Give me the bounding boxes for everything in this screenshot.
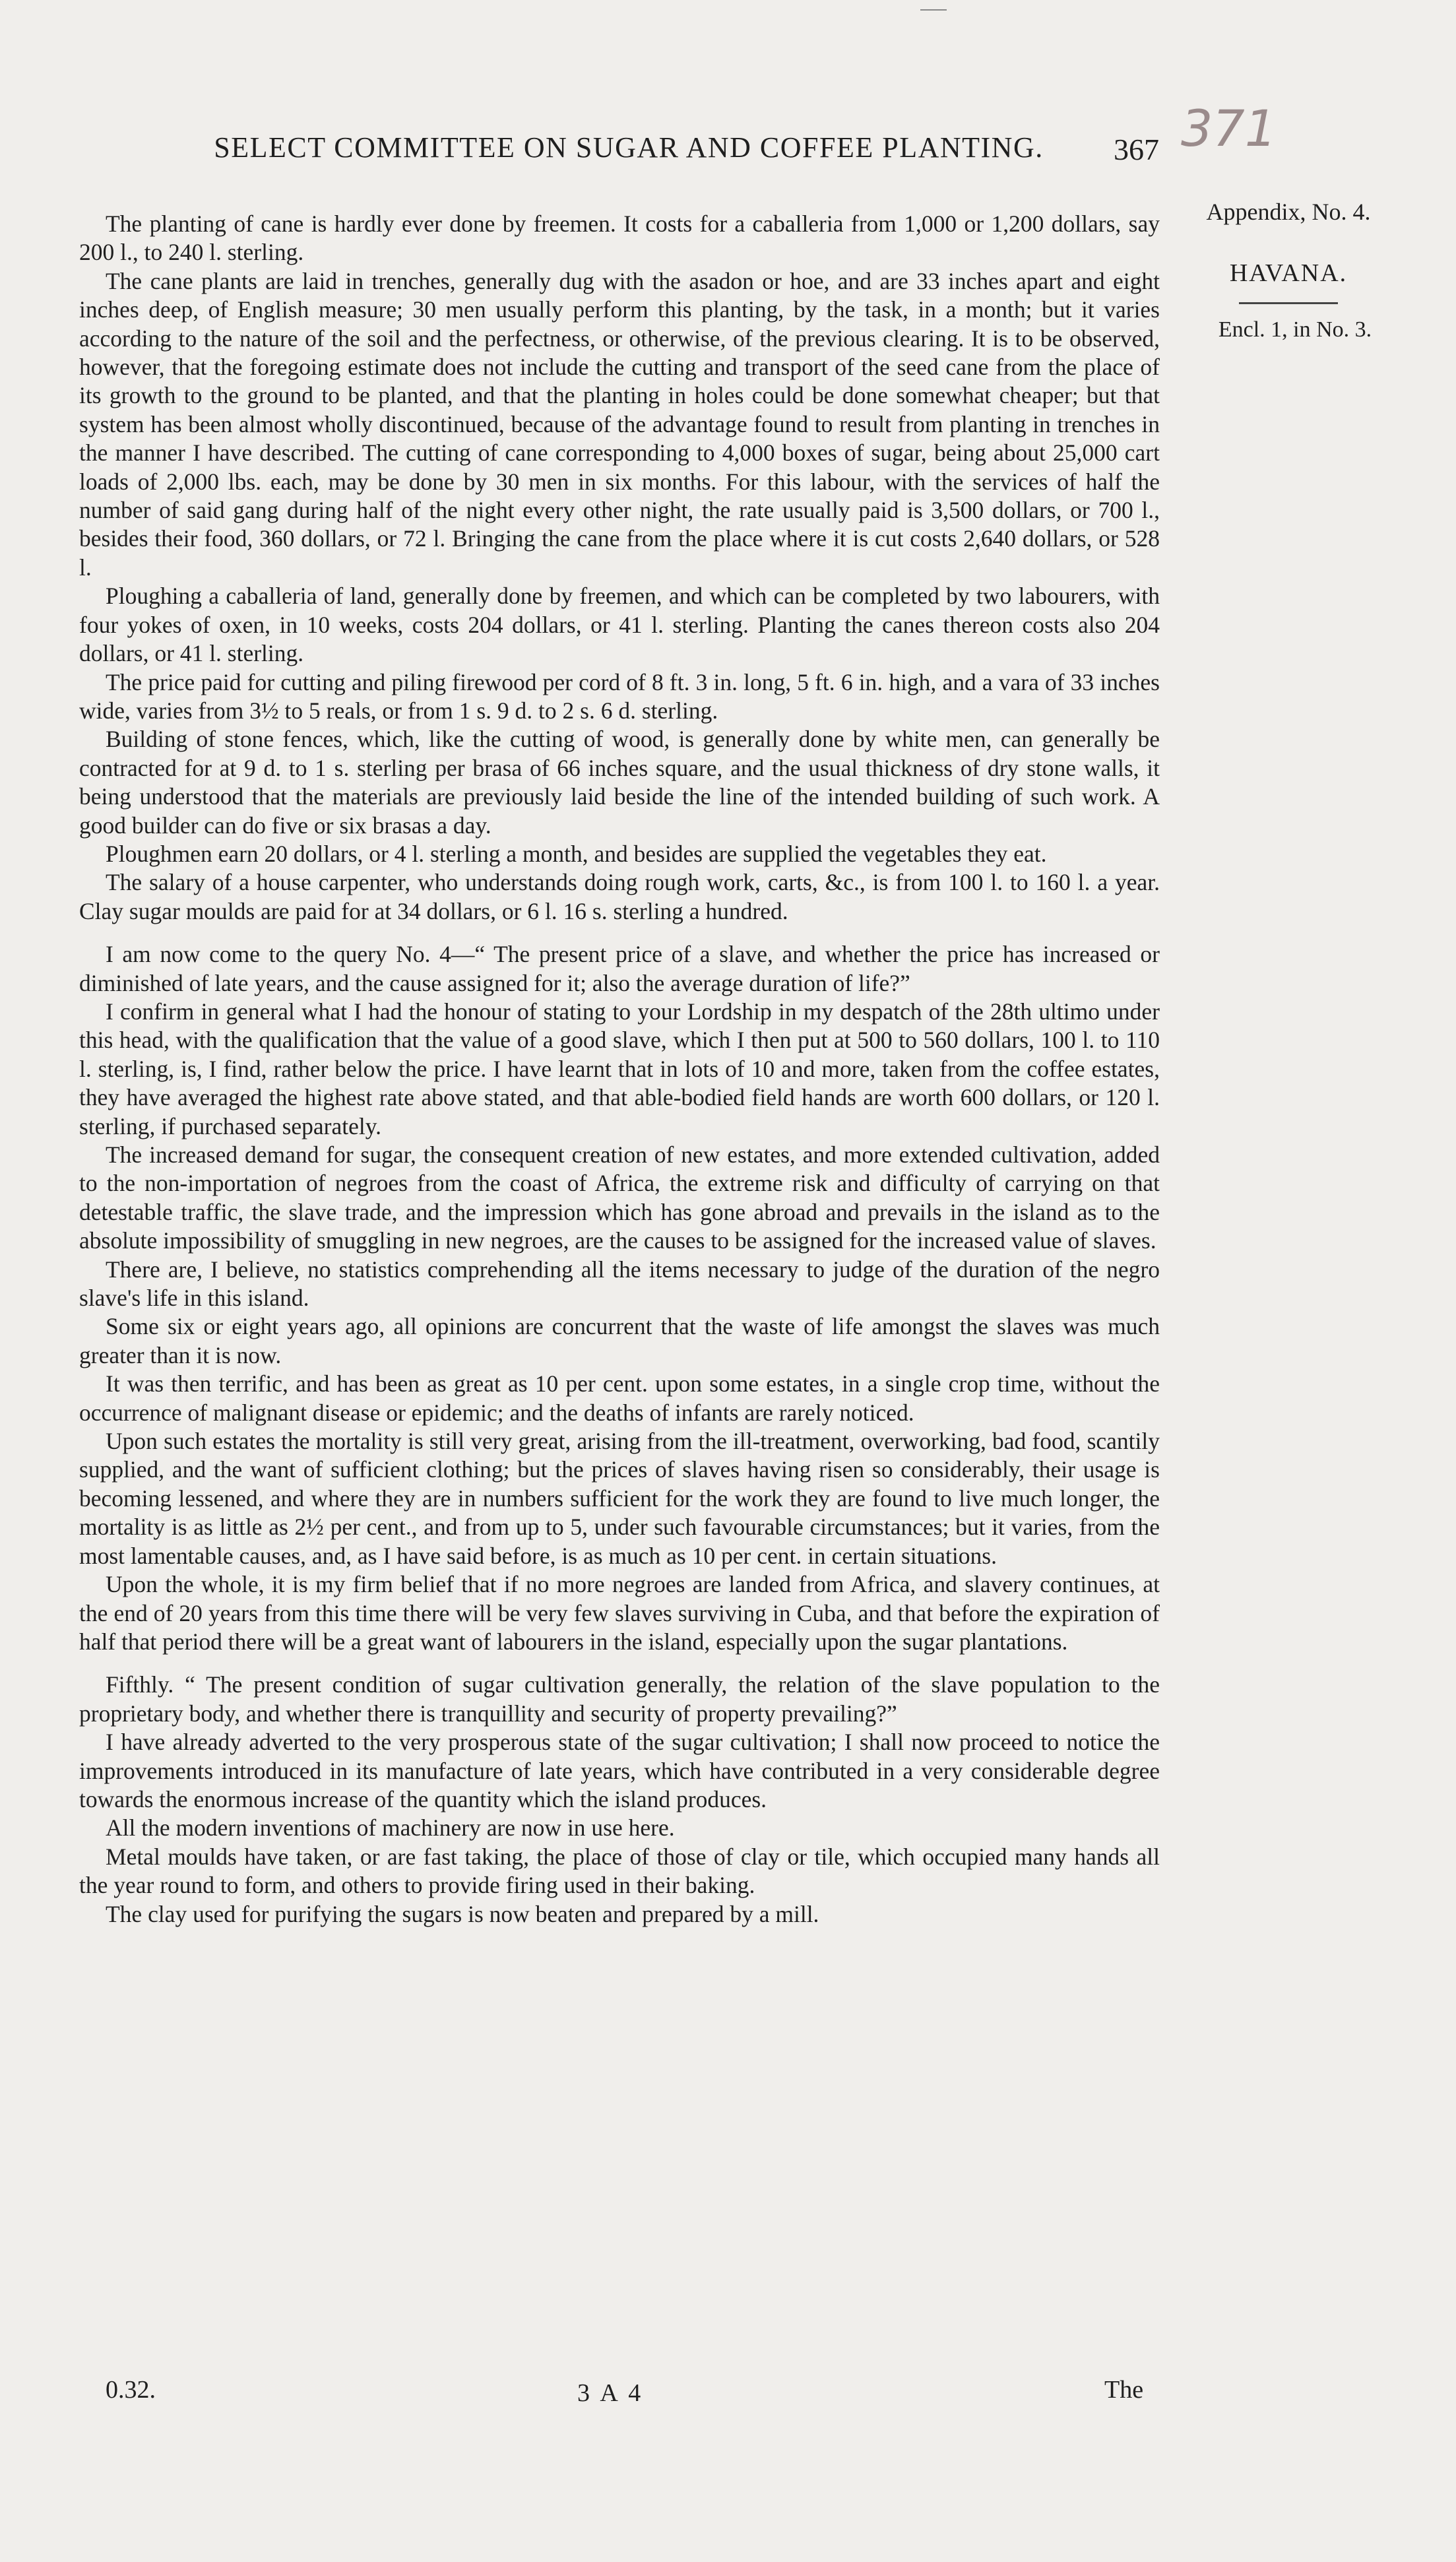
page-number: 367 [1114,133,1159,166]
paragraph: The price paid for cutting and piling firewood per cord of 8 ft. 3 in. long, 5 ft. 6 in. high, and a vara of 33 inches wide, varies from 3½ to 5 reals, or from 1 s. 9 d. to 2 s. 6 d. sterling. [79,668,1160,724]
paragraph: The planting of cane is hardly ever done by freemen. It costs for a caballeria from 1,000 or 1,200 dollars, say 200 l., to 240 l. sterling. [79,210,1160,266]
handwritten-page-number: 371 [1181,99,1277,158]
paragraph: Ploughmen earn 20 dollars, or 4 l. sterling a month, and besides are supplied the vegetables they eat. [106,840,1047,867]
footer-sheet-ref: 0.32. [106,2376,156,2404]
paragraph: I have already adverted to the very prosperous state of the sugar cultivation; I shall now proceed to notice the improvements introduced in its manufacture of late years, which have contributed in a very considerable degree towards the enormous increase of the quantity which the island produces. [79,1729,1160,1812]
footer-signature-mark: 3 A 4 [577,2379,644,2407]
body-text [79,210,1160,1929]
paragraph: I am now come to the query No. 4—“ The present price of a slave, and whether the price has increased or diminished of late years, and the cause assigned for it; also the average duration of life?” [79,941,1160,996]
paragraph: Upon the whole, it is my firm belief that if no more negroes are landed from Africa, and slavery continues, at the end of 20 years from this time there will be very few slaves surviving in Cuba, and that before the expiration of half that period there will be a great want of labourers in the island, especially upon the sugar plantations. [79,1571,1160,1655]
margin-place: HAVANA. [1229,259,1348,287]
paragraph: I confirm in general what I had the honour of stating to your Lordship in my despatch of the 28th ultimo under this head, with the qualification that the value of a good slave, which I then put at 500 to 560 dollars, 100 l. to 110 l. sterling, is, I find, rather below the price. I have learnt that in lots of 10 and more, taken from the coffee estates, they have averaged the highest rate above stated, and that able-bodied field hands are worth 600 dollars, or 120 l. sterling, if purchased separately. [79,998,1160,1139]
paragraph: Some six or eight years ago, all opinions are concurrent that the waste of life amongst the slaves was much greater than it is now. [79,1313,1160,1368]
paragraph: It was then terrific, and has been as great as 10 per cent. upon some estates, in a single crop time, without the occurrence of malignant disease or epidemic; and the deaths of infants are rarely noticed. [79,1370,1160,1426]
margin-notes [1189,198,1387,342]
paragraph: Ploughing a caballeria of land, generally done by freemen, and which can be completed by two labourers, with four yokes of oxen, in 10 weeks, costs 204 dollars, or 41 l. sterling. Planting the canes thereon costs also 204 dollars, or 41 l. sterling. [79,583,1160,667]
margin-appendix: Appendix, No. 4. [1206,199,1371,225]
paragraph: Upon such estates the mortality is still very great, arising from the ill-treatment, overworking, bad food, scantily supplied, and the want of sufficient clothing; but the prices of slaves having risen so considerably, their usage is becoming lessened, and where they are in numbers sufficient for the work they are found to live much longer, the mortality is as little as 2½ per cent., and from up to 5, under such favourable circumstances; but it varies, from the most lamentable causes, and, as I have said before, is as much as 10 per cent. in certain situations. [79,1428,1160,1569]
page-header-title: SELECT COMMITTEE ON SUGAR AND COFFEE PLANTING. [214,131,1044,164]
paragraph: Building of stone fences, which, like the cutting of wood, is generally done by white men, can generally be contracted for at 9 d. to 1 s. sterling per brasa of 66 inches square, and the usual thickness of dry stone walls, it being understood that the materials are previously laid beside the line of the intended building of such work. A good builder can do five or six brasas a day. [79,726,1160,839]
paragraph: The cane plants are laid in trenches, generally dug with the asadon or hoe, and are 33 inches apart and eight inches deep, of English measure; 30 men usually perform this planting, by the task, in a month; but it varies according to the nature of the soil and the perfectness, or otherwise, of the previous clearing. It is to be observed, however, that the foregoing estimate does not include the cutting and transport of the seed cane from the place of its growth to the ground to be planted, and that the planting in holes could be done somewhat cheaper; but that system has been almost wholly discontinued, because of the advantage found to result from planting in trenches in the manner I have described. The cutting of cane corresponding to 4,000 boxes of sugar, being about 25,000 cart loads of 2,000 lbs. each, may be done by 30 men in six months. For this labour, with the services of half the number of said gang during half of the night every other night, the rate usually paid is 3,500 dollars, or 700 l., besides their food, 360 dollars, or 72 l. Bringing the cane from the place where it is cut costs 2,640 dollars, or 528 l. [79,267,1160,581]
paragraph: The clay used for purifying the sugars is now beaten and prepared by a mill. [106,1900,819,1927]
footer-catchword: The [1104,2376,1144,2404]
paragraph: Fifthly. “ The present condition of sugar cultivation generally, the relation of the slave population to the proprietary body, and whether there is tranquillity and security of property prevailing?” [79,1671,1160,1727]
margin-rule [1239,302,1338,304]
top-mark [920,9,947,11]
paragraph: All the modern inventions of machinery are now in use here. [106,1814,675,1841]
paragraph: The salary of a house carpenter, who understands doing rough work, carts, &c., is from 100 l. to 160 l. a year. Clay sugar moulds are paid for at 34 dollars, or 6 l. 16 s. sterling a hundred. [79,869,1160,924]
margin-enclosure: Encl. 1, in No. 3. [1218,317,1372,342]
paragraph: There are, I believe, no statistics comprehending all the items necessary to judge of the duration of the negro slave's life in this island. [79,1256,1160,1312]
paragraph: Metal moulds have taken, or are fast taking, the place of those of clay or tile, which occupied many hands all the year round to form, and others to provide firing used in their baking. [79,1843,1160,1899]
paragraph: The increased demand for sugar, the consequent creation of new estates, and more extended cultivation, added to the non-importation of negroes from the coast of Africa, the extreme risk and difficulty of carrying on that detestable traffic, the slave trade, and the impression which has gone abroad and prevails in the island as to the absolute impossibility of smuggling in new negroes, are the causes to be assigned for the increased value of slaves. [79,1141,1160,1254]
